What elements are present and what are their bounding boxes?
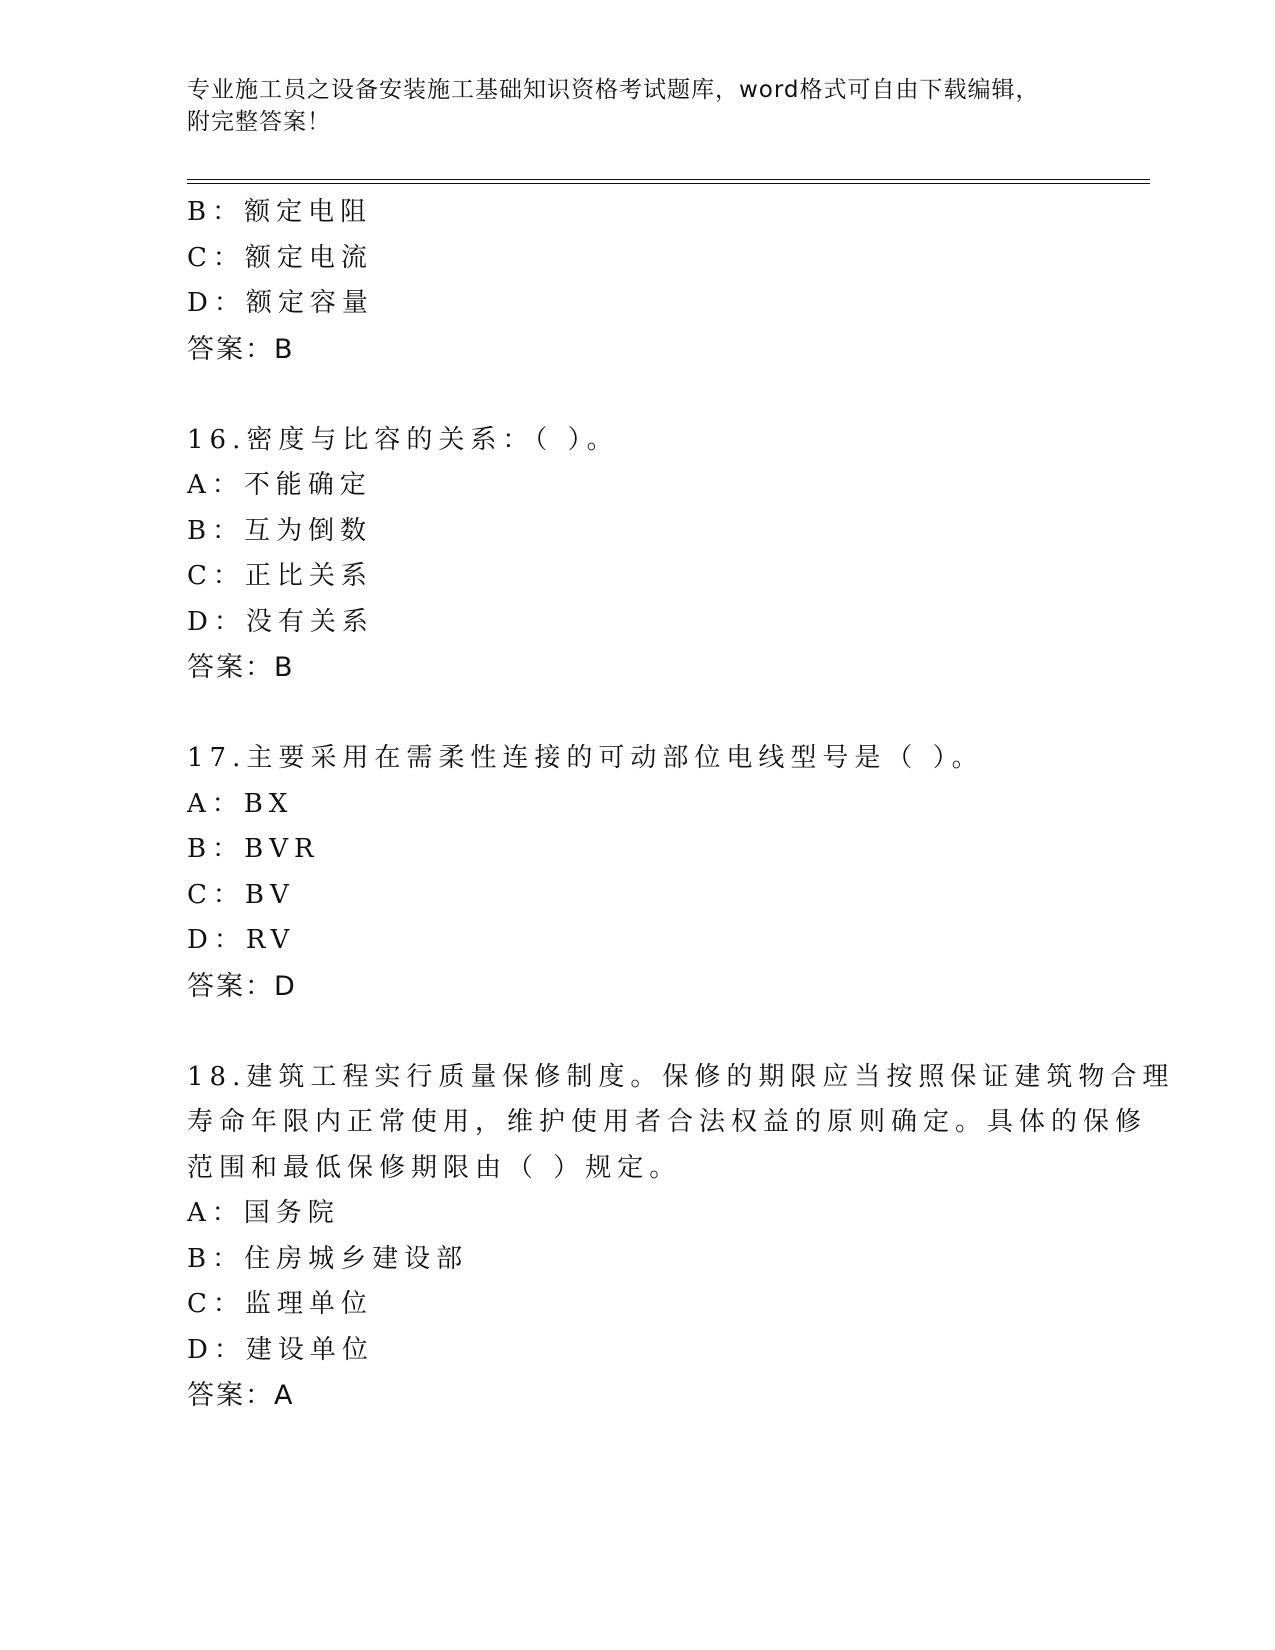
question-stem: 16.密度与比容的关系：（ ）。 (187, 424, 619, 455)
question-15 (187, 190, 1077, 372)
question-stem: 17.主要采用在需柔性连接的可动部位电线型号是（ ）。 (187, 743, 984, 773)
option-a: A：国务院 (187, 1198, 340, 1228)
option-d: D：额定容量 (187, 288, 374, 318)
option-a: A：BX (187, 788, 294, 819)
question-18 (187, 1055, 1175, 1419)
option-c: C：额定电流 (187, 242, 373, 273)
question-stem-line-1: 18.建筑工程实行质量保修制度。保修的期限应当按照保证建筑物合理 (187, 1061, 1175, 1092)
answer: 答案：B (187, 652, 295, 683)
header-line-1: 专业施工员之设备安装施工基础知识资格考试题库，word格式可自由下载编辑， (187, 77, 1040, 103)
answer: 答案：B (187, 333, 295, 365)
answer: 答案：A (187, 1380, 295, 1411)
header-divider (187, 179, 1150, 184)
option-b: B：额定电阻 (187, 197, 373, 227)
question-stem-line-2: 寿命年限内正常使用，维护使用者合法权益的原则确定。具体的保修 (187, 1107, 1148, 1137)
option-b: B：住房城乡建设部 (187, 1243, 469, 1274)
question-stem-line-3: 范围和最低保修期限由（ ）规定。 (187, 1152, 682, 1183)
option-d: D：建设单位 (187, 1334, 374, 1365)
option-c: C：监理单位 (187, 1289, 373, 1319)
header-line-2: 附完整答案！ (187, 109, 331, 135)
option-c: C：BV (187, 879, 295, 910)
question-17 (187, 736, 1077, 1009)
option-d: D：RV (187, 925, 296, 955)
document-header (187, 74, 1067, 138)
answer: 答案：D (187, 970, 297, 1002)
option-b: B：互为倒数 (187, 515, 373, 546)
question-list (187, 190, 1175, 1419)
spacer (187, 372, 1077, 418)
option-d: D：没有关系 (187, 606, 374, 637)
spacer (187, 691, 1077, 737)
option-b: B：BVR (187, 834, 320, 864)
spacer (187, 1009, 1077, 1055)
question-16 (187, 418, 1077, 691)
option-a: A：不能确定 (187, 470, 372, 500)
option-c: C：正比关系 (187, 561, 373, 591)
